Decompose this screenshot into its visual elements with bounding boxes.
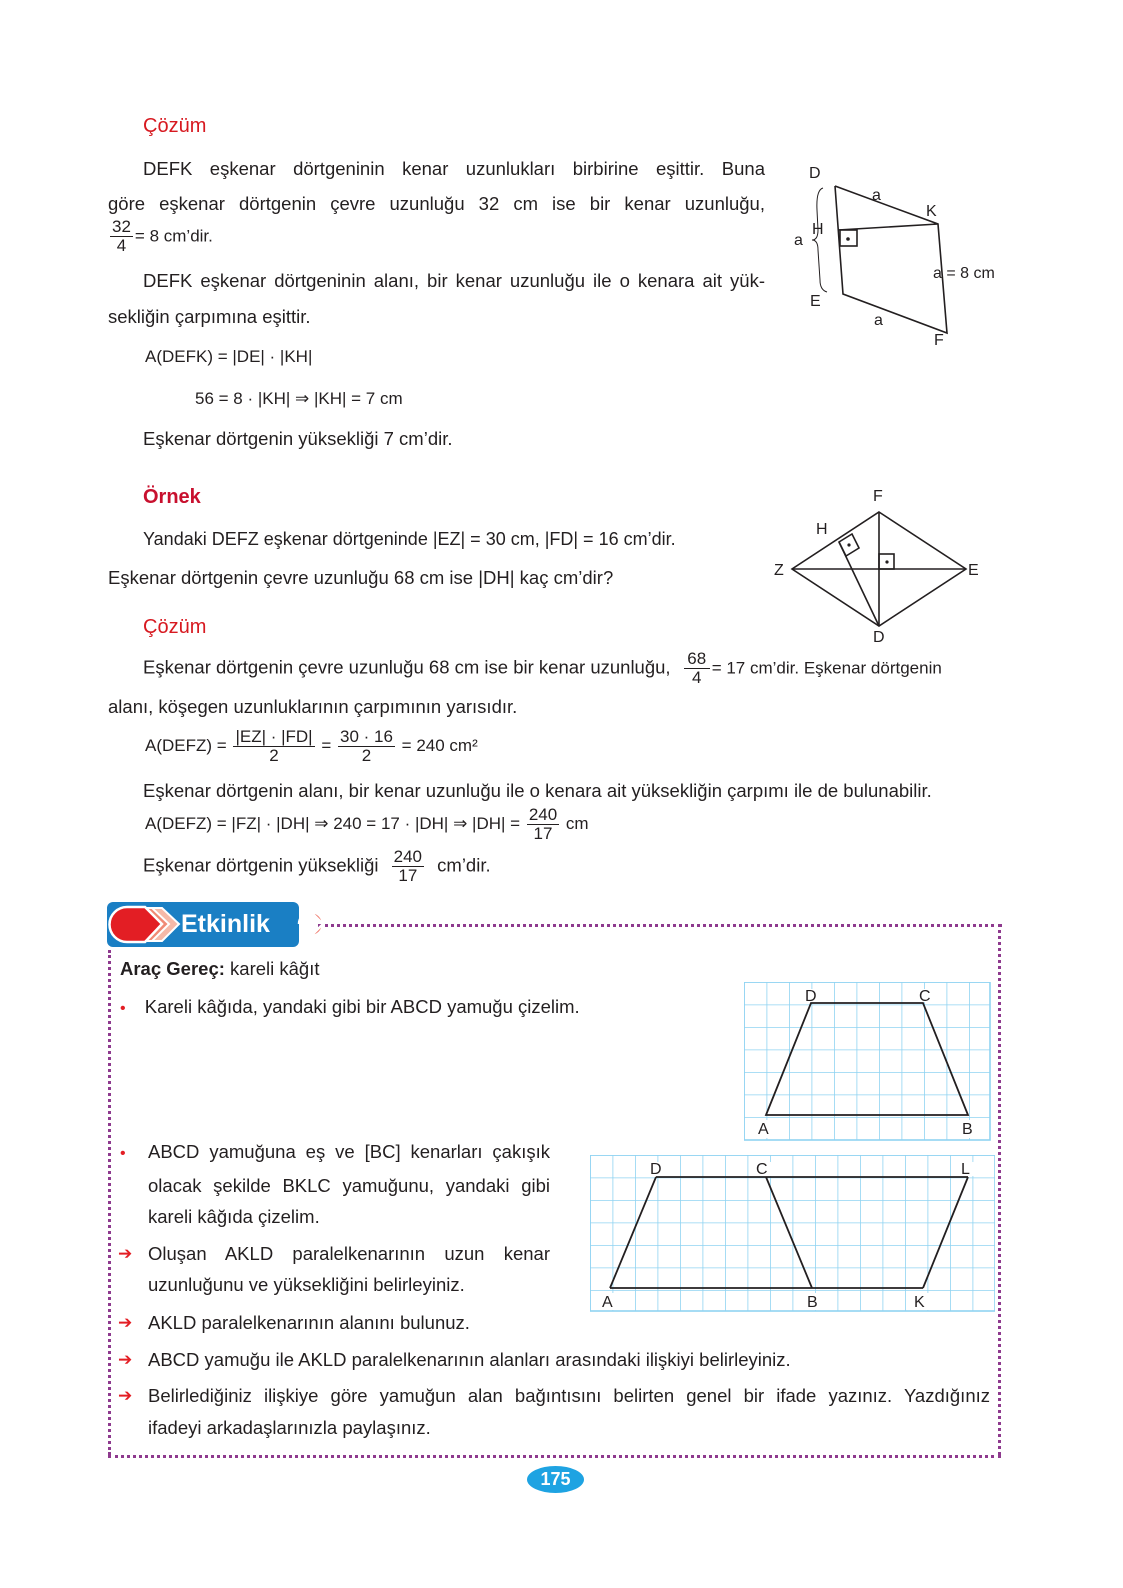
fraction-240-17 [392, 848, 424, 885]
denominator: 2 [361, 746, 372, 765]
numerator: |EZ| · |FD| [235, 727, 313, 746]
fraction-30-16 [338, 728, 395, 765]
text: Eşkenar dörtgenin çevre uzunluğu 68 cm ise bir kenar uzunluğu, [143, 656, 671, 678]
label-D: D [809, 165, 821, 182]
label-F: F [873, 488, 883, 505]
activity-border-bottom [108, 1455, 1001, 1458]
solution1-para2-line2: sekliğin çarpımına eşittir. [108, 306, 311, 327]
text: cm’dir. [437, 854, 491, 876]
tools-value: kareli kâğıt [230, 958, 320, 979]
denominator: 4 [116, 236, 127, 255]
unit: cm [565, 813, 589, 833]
bullet-icon: • [120, 1000, 126, 1017]
text: = 17 cm’dir. Eşkenar dörtgenin [711, 658, 942, 678]
activity-border-right [998, 924, 1001, 1455]
solution1-para2-line1: DEFK eşkenar dörtgeninin alanı, bir kenar uzunluğu ile o kenara ait yük- [143, 270, 765, 291]
label-Z: Z [774, 562, 784, 579]
solution1-para1-line2: göre eşkenar dörtgenin çevre uzunluğu 32 cm ise bir kenar uzunluğu, [108, 193, 765, 214]
arrow-icon: ➔ [118, 1313, 133, 1332]
activity-title: Etkinlik [181, 910, 270, 938]
item-text: Kareli kâğıda, yandaki gibi bir ABCD yamuğu çizelim. [144, 996, 580, 1017]
eq-lhs: A(DEFZ) = |FZ| · |DH| ⇒ 240 = 17 · |DH| ⇒ |DH| = [145, 813, 521, 833]
activity-item-6-line2: ifadeyi arkadaşlarınızla paylaşınız. [148, 1417, 431, 1438]
label-A: A [758, 1121, 769, 1138]
equation-area-defz-diagonals [145, 728, 478, 765]
numerator: 68 [687, 649, 707, 668]
example-line1: Yandaki DEFZ eşkenar dörtgeninde |EZ| = 30 cm, |FD| = 16 cm’dir. [143, 529, 676, 549]
solution-heading-1: Çözüm [143, 115, 207, 137]
activity-border-left [108, 950, 111, 1455]
fraction-ez-fd [233, 728, 314, 765]
label-H: H [816, 521, 828, 538]
label-C: C [756, 1161, 768, 1178]
text: Eşkenar dörtgenin yüksekliği [143, 854, 379, 876]
label-a-top: a [872, 187, 881, 204]
activity-item-1 [120, 996, 580, 1020]
denominator: 4 [691, 668, 702, 687]
numerator: 240 [393, 847, 423, 866]
page-number-badge: 175 [527, 1466, 584, 1493]
fraction-68-4 [684, 650, 710, 687]
label-D: D [873, 629, 885, 645]
numerator: 32 [112, 217, 131, 236]
equation-kh: 56 = 8 · |KH| ⇒ |KH| = 7 cm [195, 389, 403, 408]
solution2-line2: alanı, köşegen uzunluklarının çarpımının yarısıdır. [108, 696, 518, 717]
label-a-8cm: a = 8 cm [933, 265, 995, 282]
solution1-fraction-line [108, 218, 213, 255]
label-B: B [807, 1294, 818, 1311]
example-heading: Örnek [143, 486, 201, 508]
label-K: K [926, 203, 937, 220]
label-A: A [602, 1294, 613, 1311]
activity-item-3-line1: Oluşan AKLD paralelkenarının uzun kenar [148, 1243, 550, 1264]
solution2-line3: Eşkenar dörtgenin alanı, bir kenar uzunluğu ile o kenara ait yüksekliğin çarpımı ile de bulunabilir. [143, 780, 932, 801]
label-C: C [919, 988, 931, 1005]
arrow-icon: ➔ [118, 1350, 133, 1369]
example-line2: Eşkenar dörtgenin çevre uzunluğu 68 cm ise |DH| kaç cm’dir? [108, 567, 614, 588]
activity-item-2-line2: olacak şekilde BKLC yamuğunu, yandaki gibi [148, 1175, 550, 1196]
activity-item-4: AKLD paralelkenarının alanını bulunuz. [148, 1312, 470, 1333]
arrow-icon: ➔ [118, 1244, 133, 1263]
activity-item-3-line2: uzunluğunu ve yüksekliğini belirleyiniz. [148, 1274, 465, 1295]
bullet-icon: • [120, 1145, 126, 1162]
activity-border-top [318, 924, 1002, 927]
label-H: H [812, 221, 824, 238]
equation-area-defk: A(DEFK) = |DE| · |KH| [145, 347, 313, 366]
rhombus-defz-figure [760, 480, 1010, 645]
label-B: B [962, 1121, 973, 1138]
denominator: 17 [398, 866, 418, 885]
fraction-240-17 [527, 806, 559, 843]
label-D: D [650, 1161, 662, 1178]
grid-trapezoid-abcd [744, 982, 992, 1142]
label-E: E [810, 293, 821, 310]
label-L: L [961, 1161, 970, 1178]
activity-item-2 [120, 1141, 126, 1165]
label-a-left: a [794, 232, 803, 249]
solution2-conclusion [143, 848, 491, 885]
fraction-result: = 8 cm’dir. [134, 226, 213, 246]
numerator: 240 [528, 805, 558, 824]
label-K: K [914, 1294, 925, 1311]
drop-icon-right [299, 912, 323, 936]
activity-item-6-line1: Belirlediğiniz ilişkiye göre yamuğun alan bağıntısını belirten genel bir ifade yazınız. Yazdığınız [148, 1385, 990, 1406]
denominator: 17 [533, 824, 553, 843]
tools-label: Araç Gereç: [120, 958, 225, 979]
label-E: E [968, 562, 979, 579]
activity-item-2-line1: ABCD yamuğuna eş ve [BC] kenarları çakışık [148, 1141, 550, 1162]
solution-heading-2: Çözüm [143, 616, 207, 638]
rhombus-defk-figure [780, 150, 1020, 360]
label-a-bottom: a [874, 312, 883, 329]
eq-rhs: = 240 cm² [401, 735, 478, 755]
eq-lhs: A(DEFZ) = [145, 735, 227, 755]
solution1-conclusion: Eşkenar dörtgenin yüksekliği 7 cm’dir. [143, 428, 453, 449]
equation-dh [145, 806, 589, 843]
solution1-para1-line1: DEFK eşkenar dörtgeninin kenar uzunlukları birbirine eşittir. Buna [143, 158, 765, 179]
activity-item-2-line3: kareli kâğıda çizelim. [148, 1206, 320, 1227]
equals: = [321, 735, 332, 755]
solution2-line1 [143, 650, 942, 687]
label-F: F [934, 332, 944, 349]
activity-tools [120, 958, 320, 980]
arrow-icon: ➔ [118, 1386, 133, 1405]
label-D: D [805, 988, 817, 1005]
grid-parallelogram-akld [590, 1155, 995, 1315]
denominator: 2 [269, 746, 279, 765]
fraction-32-4 [110, 218, 133, 255]
numerator: 30 · 16 [340, 727, 393, 746]
activity-item-5: ABCD yamuğu ile AKLD paralelkenarının alanları arasındaki ilişkiyi belirleyiniz. [148, 1349, 791, 1370]
